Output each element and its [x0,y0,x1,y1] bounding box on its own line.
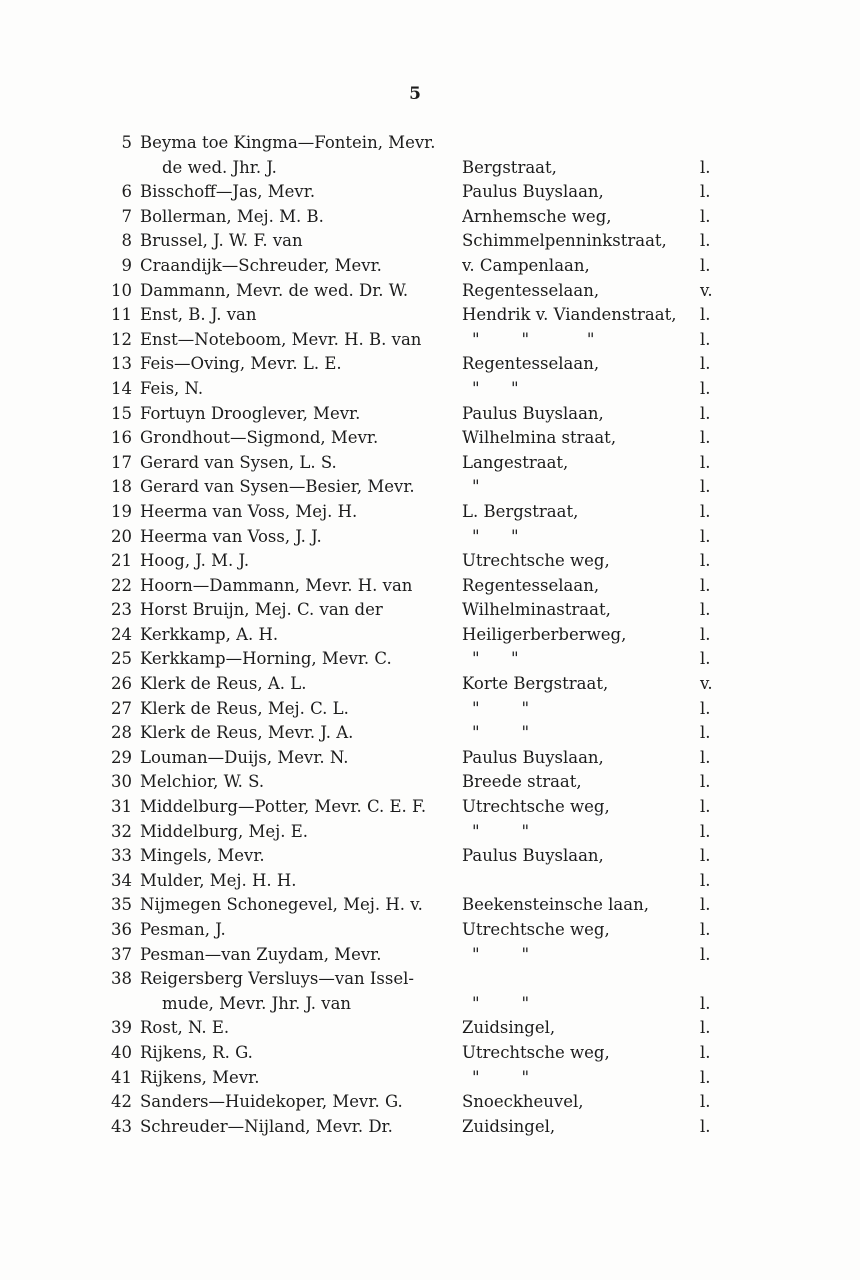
entry-number: 18 [111,477,132,497]
entry-name: Nijmegen Schonegevel, Mej. H. v. [140,895,423,915]
entry-name: Bisschoff—Jas, Mevr. [140,182,316,202]
list-item [100,475,740,500]
entry-name: Klerk de Reus, Mej. C. L. [140,698,349,718]
entry-number: 33 [111,846,132,866]
entry-street: Utrechtsche weg, [462,1042,610,1062]
list-item [100,672,740,697]
entry-code: l. [700,1092,711,1112]
entry-number: 16 [111,428,132,448]
entry-name: Bollerman, Mej. M. B. [140,206,324,226]
entry-name: Mulder, Mej. H. H. [140,870,297,890]
entry-number: 27 [111,698,132,718]
entry-name: Enst, B. J. van [140,305,257,325]
entry-number: 23 [111,600,132,620]
entry-number: 39 [111,1018,132,1038]
list-item [100,131,740,156]
entry-code: l. [700,501,711,521]
entry-street: " " [472,821,530,841]
entry-number: 12 [111,329,132,349]
entry-name: mude, Mevr. Jhr. J. van [162,993,352,1013]
list-item [100,647,740,672]
list-item [100,770,740,795]
entry-code: l. [700,329,711,349]
entry-street: " " [472,698,530,718]
list-item [100,205,740,230]
entry-street: " " [472,993,530,1013]
entry-street: " " [472,378,519,398]
entry-street: Arnhemsche weg, [462,206,612,226]
entry-name: Rijkens, Mevr. [140,1067,260,1087]
entry-name: Brussel, J. W. F. van [140,231,303,251]
entry-street: " " [472,649,519,669]
entry-code: l. [700,255,711,275]
entry-street: Beekensteinsche laan, [462,895,649,915]
list-item [100,918,740,943]
entry-street: " " [472,526,519,546]
entry-name: Middelburg—Potter, Mevr. C. E. F. [140,797,427,817]
entry-number: 25 [111,649,132,669]
entry-name: Reigersberg Versluys—van Issel- [140,969,414,989]
list-item [100,451,740,476]
entry-code: l. [700,305,711,325]
entry-street: Regentesselaan, [462,354,600,374]
list-item [100,721,740,746]
entry-number: 24 [111,624,132,644]
entry-name: Gerard van Sysen, L. S. [140,452,337,472]
entry-street: Paulus Buyslaan, [462,403,604,423]
entry-code: l. [700,821,711,841]
list-item [100,1066,740,1091]
entry-street: " " [472,723,530,743]
entry-street: Regentesselaan, [462,280,600,300]
entry-street: Snoeckheuvel, [462,1092,584,1112]
list-item [100,623,740,648]
entry-code: v. [700,280,713,300]
entry-street: " " [472,1067,530,1087]
entry-number: 19 [111,501,132,521]
entry-street: Paulus Buyslaan, [462,846,604,866]
entry-name: Rijkens, R. G. [140,1042,253,1062]
entry-name: Heerma van Voss, Mej. H. [140,501,358,521]
entry-code: l. [700,182,711,202]
entry-number: 8 [121,231,132,251]
list-item [100,844,740,869]
list-item [100,180,740,205]
entry-code: l. [700,698,711,718]
entry-street: Utrechtsche weg, [462,797,610,817]
entry-name: Horst Bruijn, Mej. C. van der [140,600,383,620]
entry-street: Wilhelminastraat, [462,600,611,620]
entry-code: l. [700,920,711,939]
entry-name: Hoorn—Dammann, Mevr. H. van [140,575,413,595]
list-item [100,598,740,623]
member-list [100,131,740,1139]
entry-name: Craandijk—Schreuder, Mevr. [140,255,382,275]
list-item [100,377,740,402]
entry-code: l. [700,1116,711,1136]
page-number: 5 [409,84,421,104]
list-item [100,893,740,918]
entry-code: l. [700,526,711,546]
entry-code: l. [700,354,711,374]
entry-code: l. [700,723,711,743]
list-item [100,500,740,525]
entry-code: l. [700,1067,711,1087]
list-item [100,1016,740,1041]
entry-street: Schimmelpenninkstraat, [462,231,667,251]
entry-code: l. [700,231,711,251]
list-item [100,820,740,845]
entry-name: Enst—Noteboom, Mevr. H. B. van [140,329,422,349]
list-item [100,525,740,550]
entry-street: Regentesselaan, [462,575,600,595]
entry-name: Mingels, Mevr. [140,846,265,866]
entry-street: Korte Bergstraat, [462,674,609,694]
entry-number: 42 [111,1092,132,1112]
entry-street: v. Campenlaan, [462,255,590,275]
entry-code: l. [700,993,711,1013]
entry-number: 30 [111,772,132,792]
entry-name: Beyma toe Kingma—Fontein, Mevr. [140,133,436,152]
list-item [100,574,740,599]
entry-code: l. [700,624,711,644]
list-item [100,869,740,894]
entry-number: 38 [111,969,132,989]
entry-code: l. [700,870,711,890]
entry-number: 9 [121,255,132,275]
list-item [100,549,740,574]
entry-code: l. [700,477,711,497]
entry-code: l. [700,895,711,915]
entry-code: l. [700,551,711,571]
entry-code: l. [700,1042,711,1062]
entry-name: Feis, N. [140,378,204,398]
list-item [100,795,740,820]
entry-code: l. [700,772,711,792]
entry-number: 14 [111,378,132,398]
entry-code: v. [700,674,713,694]
entry-name: Gerard van Sysen—Besier, Mevr. [140,477,415,497]
list-item [100,279,740,304]
entry-code: l. [700,575,711,595]
entry-code: l. [700,649,711,669]
entry-street: Heiligerberberweg, [462,624,627,644]
entry-number: 35 [111,895,132,915]
entry-name: Heerma van Voss, J. J. [140,526,322,546]
entry-number: 15 [111,403,132,423]
entry-code: l. [700,206,711,226]
entry-number: 7 [121,206,132,226]
entry-name: Louman—Duijs, Mevr. N. [140,747,349,767]
entry-code: l. [700,428,711,448]
entry-number: 11 [111,305,132,325]
list-item [100,156,740,181]
entry-code: l. [700,403,711,423]
entry-name: Melchior, W. S. [140,772,265,792]
entry-street: Hendrik v. Viandenstraat, [462,305,677,325]
entry-street: Langestraat, [462,452,569,472]
list-item [100,943,740,968]
entry-name: Feis—Oving, Mevr. L. E. [140,354,342,374]
entry-number: 5 [121,133,132,152]
entry-street: Zuidsingel, [462,1116,556,1136]
entry-number: 6 [121,182,132,202]
entry-street: Utrechtsche weg, [462,920,610,939]
entry-number: 41 [111,1067,132,1087]
entry-code: l. [700,378,711,398]
entry-street: Utrechtsche weg, [462,551,610,571]
entry-name: Klerk de Reus, Mevr. J. A. [140,723,354,743]
entry-number: 43 [111,1116,132,1136]
entry-name: Grondhout—Sigmond, Mevr. [140,428,379,448]
entry-name: Pesman, J. [140,920,226,939]
list-item [100,229,740,254]
entry-number: 10 [111,280,132,300]
entry-name: Pesman—van Zuydam, Mevr. [140,944,382,964]
entry-street: Zuidsingel, [462,1018,556,1038]
entry-street: Wilhelmina straat, [462,428,617,448]
entry-name: Hoog, J. M. J. [140,551,250,571]
entry-number: 40 [111,1042,132,1062]
entry-name: Sanders—Huidekoper, Mevr. G. [140,1092,403,1112]
list-item [100,402,740,427]
entry-name: Rost, N. E. [140,1018,230,1038]
entry-street: L. Bergstraat, [462,501,579,521]
entry-name: Fortuyn Drooglever, Mevr. [140,403,361,423]
entry-name: Kerkkamp, A. H. [140,624,279,644]
entry-street: Breede straat, [462,772,582,792]
entry-code: l. [700,600,711,620]
list-item [100,352,740,377]
entry-number: 17 [111,452,132,472]
entry-name: Klerk de Reus, A. L. [140,674,307,694]
entry-name: Middelburg, Mej. E. [140,821,309,841]
entry-number: 34 [111,870,132,890]
entry-code: l. [700,157,711,177]
entry-number: 31 [111,797,132,817]
entry-number: 22 [111,575,132,595]
entry-number: 21 [111,551,132,571]
list-item [100,328,740,353]
entry-number: 37 [111,944,132,964]
entry-name: de wed. Jhr. J. [162,157,277,177]
list-item [100,426,740,451]
entry-street: Bergstraat, [462,157,557,177]
entry-street: " " " [472,329,595,349]
entry-code: l. [700,944,711,964]
entry-street: " [472,477,480,497]
list-item [100,303,740,328]
entry-name: Dammann, Mevr. de wed. Dr. W. [140,280,409,300]
entry-street: Paulus Buyslaan, [462,747,604,767]
entry-number: 29 [111,747,132,767]
entry-number: 32 [111,821,132,841]
list-item [100,992,740,1017]
list-item [100,1090,740,1115]
entry-code: l. [700,846,711,866]
entry-code: l. [700,797,711,817]
entry-street: Paulus Buyslaan, [462,182,604,202]
list-item [100,697,740,722]
entry-number: 13 [111,354,132,374]
entry-name: Kerkkamp—Horning, Mevr. C. [140,649,392,669]
entry-number: 20 [111,526,132,546]
list-item [100,746,740,771]
entry-name: Schreuder—Nijland, Mevr. Dr. [140,1116,393,1136]
entry-code: l. [700,747,711,767]
entry-code: l. [700,1018,711,1038]
entry-code: l. [700,452,711,472]
list-item [100,254,740,279]
entry-number: 28 [111,723,132,743]
entry-street: " " [472,944,530,964]
list-item [100,967,740,992]
list-item [100,1115,740,1140]
entry-number: 36 [111,920,132,939]
entry-number: 26 [111,674,132,694]
list-item [100,1041,740,1066]
